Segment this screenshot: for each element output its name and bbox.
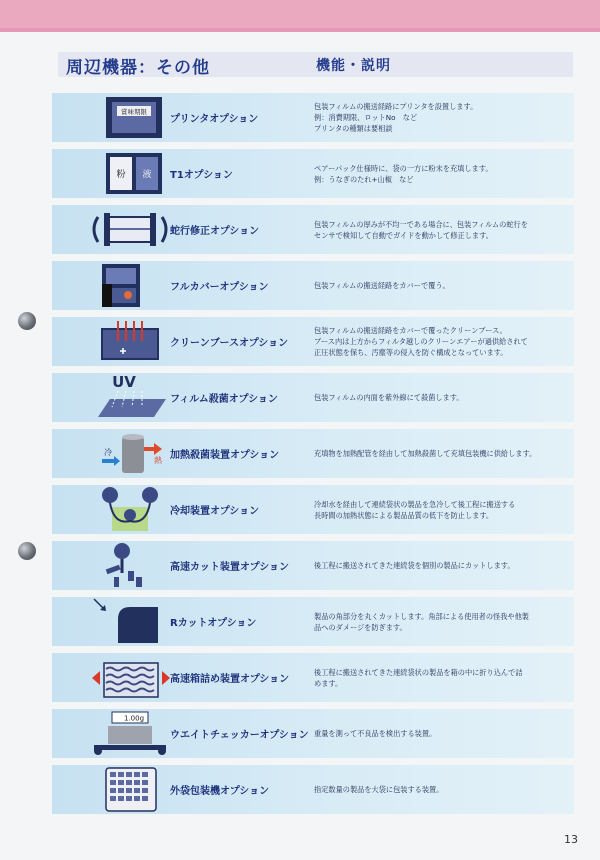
option-row-meander [52,205,574,254]
option-description: 包装フィルムの厚みが不均一である場合に、包装フィルムの蛇行を センサで検知して自動でガイドを動かして修正します。 [314,219,528,240]
option-name: 蛇行修正オプション [170,226,260,237]
option-row-boxing [52,653,574,702]
cooling-unit-icon [84,485,176,534]
option-description: 重量を測って不良品を検出する装置。 [314,729,437,738]
option-name: クリーンブースオプション [170,338,289,349]
option-description: 包装フィルムの内面を紫外線にて殺菌します。 [314,393,464,402]
option-description: 充填物を加熱配管を経由して加熱殺菌して充填包装機に供給します。 [314,449,537,458]
printer-label-text: 賞味期限 [121,108,147,116]
liquid-label: 液 [142,170,152,180]
option-description: 製品の角部分を丸くカットします。角部による使用者の怪我や他製 品へのダメージを防ぎます。 [314,611,529,632]
option-row-cooling [52,485,574,534]
option-name: プリンタオプション [170,114,259,125]
binder-hole [18,312,36,330]
option-row-outer-bag [52,765,574,814]
option-description: 包装フィルムの搬送経路にプリンタを設置します。 例：消費期限、ロットNo など プリンタの種類は要相談 [314,102,478,133]
option-name: Rカットオプション [170,618,257,629]
printer-icon [84,93,176,142]
option-description: 包装フィルムの搬送経路をカバーで覆ったクリーンブース。 ブース内は上方からフィルタ越しのクリーンエアーが過供給されて 正圧状態を保ち、汚塵等の侵入を防ぐ構成となっています。 [314,326,528,357]
web-guide-icon [84,205,176,254]
box-packing-icon [84,653,176,702]
option-row-clean-booth [52,317,574,366]
uv-light-icon [84,373,176,422]
option-row-r-cut [52,597,574,646]
cold-label: 冷 [104,448,112,457]
section-subtitle: 機能・説明 [316,58,391,74]
section-title: 周辺機器：その他 [66,58,210,78]
option-row-high-speed-cut [52,541,574,590]
option-name: 高速カット装置オプション [170,562,289,573]
top-color-band [0,0,600,32]
option-name: ウエイトチェッカーオプション [170,730,309,741]
option-row-heat-sterilize [52,429,574,478]
option-description: 冷却水を経由して連続袋状の製品を急冷して後工程に搬送する 長時間の加熱状態による製品品質の低下を防止します。 [314,499,516,520]
option-name: フルカバーオプション [170,282,269,293]
powder-label: 粉 [116,170,126,180]
option-name: 外袋包装機オプション [170,786,270,797]
option-name: 加熱殺菌装置オプション [170,450,280,461]
rounded-corner-icon [84,597,176,646]
option-row-film-sterilize [52,373,574,422]
binder-hole [18,542,36,560]
option-description: 包装フィルムの搬送経路をカバーで覆う。 [314,281,450,290]
option-row-weight-checker [52,709,574,758]
option-row-full-cover [52,261,574,310]
outer-bag-icon [84,765,176,814]
option-name: T1オプション [170,170,233,181]
heat-sterilizer-icon [84,429,176,478]
uv-label: UV [112,373,136,391]
weight-readout: 1.00g [123,714,145,723]
heat-label: 熱 [154,456,162,465]
section-header [58,52,573,77]
option-row-printer [52,93,574,142]
option-name: 高速箱詰め装置オプション [170,674,290,685]
clean-booth-icon [84,317,176,366]
weight-checker-icon [84,709,176,758]
option-description: ペアーパック仕様時に、袋の一方に粉末を充填します。 例：うなぎのたれ+山椒 など [314,163,493,184]
option-name: 冷却装置オプション [170,506,260,517]
page-number: 13 [564,833,578,846]
option-description: 指定数量の製品を大袋に包装する装置。 [314,785,444,794]
option-description: 後工程に搬送されてきた連続袋状の製品を箱の中に折り込んで詰 めます。 [314,667,523,688]
option-row-t1 [52,149,574,198]
option-description: 後工程に搬送されてきた連続袋を個別の製品にカットします。 [314,561,515,570]
option-name: フィルム殺菌オプション [170,394,278,405]
full-cover-icon [84,261,176,310]
pair-pack-icon [84,149,176,198]
cutter-icon [84,541,176,590]
